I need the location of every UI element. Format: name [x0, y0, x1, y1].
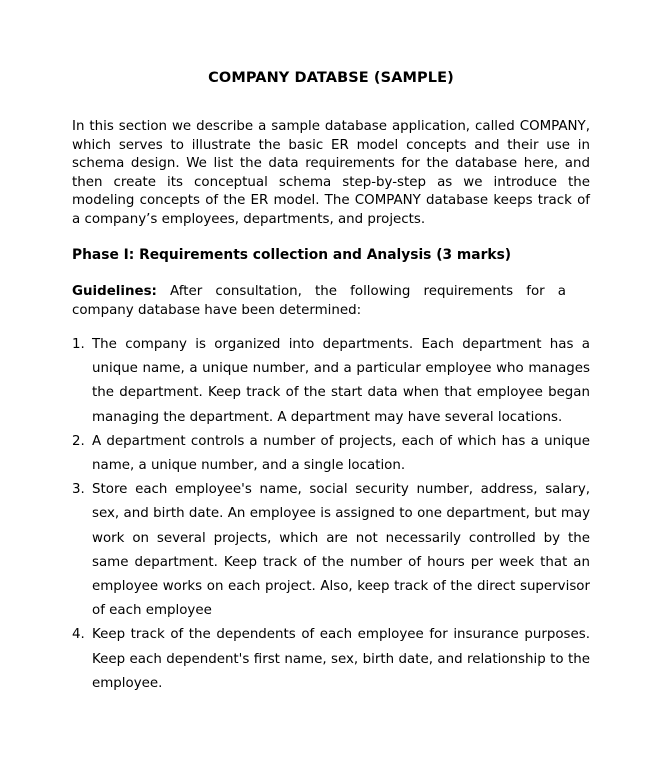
guidelines-label: Guidelines: — [72, 284, 157, 299]
requirement-item — [72, 333, 590, 430]
requirement-number: 4. — [72, 627, 85, 643]
document-title: COMPANY DATABSE (SAMPLE) — [208, 70, 454, 86]
requirement-text: The company is organized into departments. Each department has a unique name, a unique number, and a particular employee who manages the department. Keep track of the start data when that employee began managing the department. A department may have several locations. — [92, 337, 590, 425]
requirements-list — [72, 333, 590, 696]
requirement-number: 3. — [72, 482, 85, 498]
phase-heading: Phase I: Requirements collection and Analysis (3 marks) — [72, 247, 512, 263]
requirement-number: 2. — [72, 433, 85, 449]
intro-paragraph: In this section we describe a sample database application, called COMPANY, which serves to illustrate the basic ER model concepts and their use in schema design. We list the data requirements for the database here, and then create its conceptual schema step-by-step as we introduce the modeling concepts of the ER model. The COMPANY database keeps track of a company’s employees, departments, and projects. — [72, 119, 590, 227]
requirement-number: 1. — [72, 337, 85, 352]
guidelines-paragraph — [72, 283, 566, 320]
requirement-item — [72, 430, 590, 478]
requirement-text: Store each employee's name, social security number, address, salary, sex, and birth date. An employee is assigned to one department, but may work on several projects, which are not necessarily controlled by the same department. Keep track of the number of hours per week that an employee works on each project. Also, keep track of the direct supervisor of each employee — [92, 482, 590, 619]
requirement-item — [72, 623, 590, 696]
requirement-item — [72, 478, 590, 623]
requirement-text: A department controls a number of projects, each of which has a unique name, a unique number, and a single location. — [92, 433, 590, 474]
guidelines-text: After consultation, the following requirements for a company database have been determined: — [72, 284, 566, 318]
requirement-text: Keep track of the dependents of each employee for insurance purposes. Keep each dependent's first name, sex, birth date, and relationship to the employee. — [92, 627, 590, 691]
